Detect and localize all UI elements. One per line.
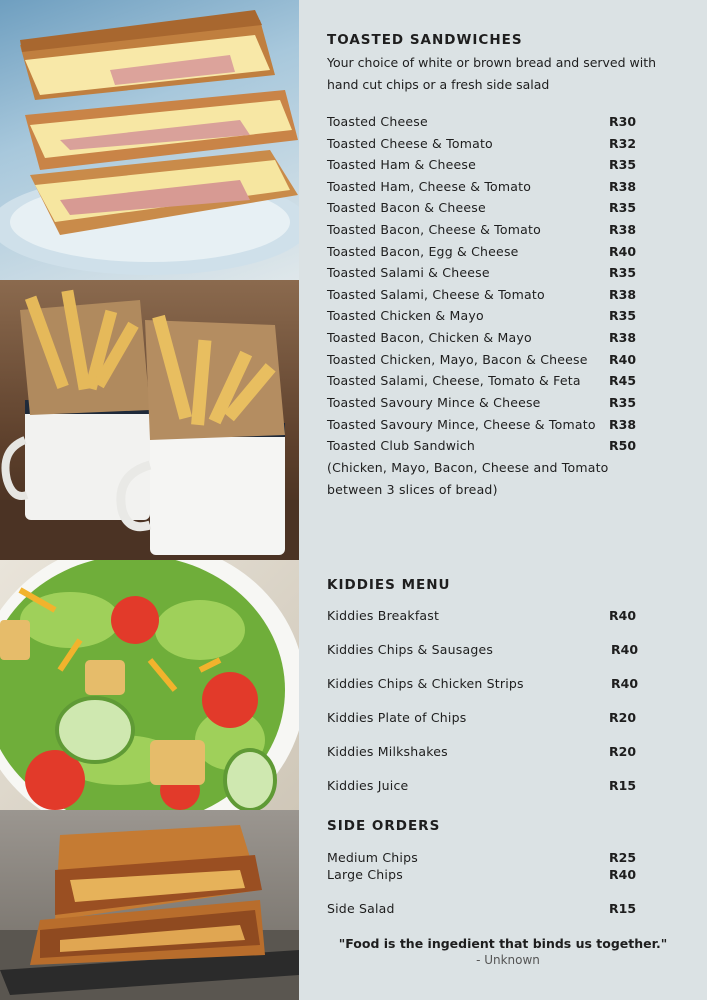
menu-item-name: Kiddies Milkshakes [327,744,448,759]
menu-item-price: R38 [609,330,637,345]
menu-item-price: R25 [609,850,637,865]
mince-sandwich-photo [0,810,299,1000]
menu-item-price: R38 [609,287,637,302]
menu-item-name: Toasted Chicken & Mayo [327,308,484,323]
menu-item-name: Kiddies Juice [327,778,409,793]
menu-item-price: R20 [609,710,637,725]
side-orders-heading: SIDE ORDERS [327,818,441,834]
menu-item-name: Toasted Chicken, Mayo, Bacon & Cheese [327,352,588,367]
menu-item-price: R35 [609,157,637,172]
sandwich-photo [0,0,299,280]
club-sandwich-note: (Chicken, Mayo, Bacon, Cheese and Tomato [327,460,609,475]
menu-item-name: Side Salad [327,901,395,916]
menu-item-name: Toasted Salami, Cheese & Tomato [327,287,545,302]
menu-item-name: Toasted Salami & Cheese [327,265,490,280]
kiddies-menu-heading: KIDDIES MENU [327,577,451,593]
menu-item-name: Toasted Ham, Cheese & Tomato [327,179,532,194]
menu-item-price: R35 [609,265,637,280]
menu-item-price: R20 [609,744,637,759]
menu-item-name: Toasted Cheese & Tomato [327,136,493,151]
menu-item-name: Toasted Bacon, Cheese & Tomato [327,222,541,237]
menu-item-price: R40 [611,642,639,657]
menu-item-name: Toasted Bacon, Chicken & Mayo [327,330,532,345]
menu-item-price: R40 [609,608,637,623]
menu-item-name: Kiddies Chips & Sausages [327,642,494,657]
club-sandwich-note: between 3 slices of bread) [327,482,498,497]
menu-item-price: R40 [609,352,637,367]
menu-item-name: Toasted Savoury Mince, Cheese & Tomato [327,417,596,432]
menu-item-name: Toasted Bacon & Cheese [327,200,486,215]
menu-item-price: R40 [609,867,637,882]
menu-item-name: Kiddies Chips & Chicken Strips [327,676,524,691]
menu-item-price: R15 [609,901,637,916]
chips-photo [0,280,299,560]
menu-item-price: R50 [609,438,637,453]
quote-author: - Unknown [476,953,540,967]
menu-item-price: R35 [609,200,637,215]
menu-item-price: R15 [609,778,637,793]
menu-item-name: Toasted Salami, Cheese, Tomato & Feta [327,373,581,388]
menu-item-price: R38 [609,417,637,432]
quote-text: "Food is the ingedient that binds us together." [338,936,668,951]
photo-column [0,0,299,1000]
menu-item-name: Large Chips [327,867,403,882]
menu-item-price: R32 [609,136,637,151]
menu-item-name: Kiddies Plate of Chips [327,710,467,725]
toasted-sandwiches-heading: TOASTED SANDWICHES [327,32,523,48]
menu-item-price: R35 [609,395,637,410]
menu-item-name: Toasted Club Sandwich [327,438,476,453]
toasted-sandwiches-intro: Your choice of white or brown bread and served with hand cut chips or a fresh side salad [327,55,657,92]
menu-item-name: Toasted Cheese [327,114,428,129]
menu-panel [299,0,707,1000]
menu-item-price: R40 [609,244,637,259]
menu-item-name: Toasted Ham & Cheese [327,157,476,172]
menu-item-name: Kiddies Breakfast [327,608,440,623]
menu-item-name: Medium Chips [327,850,418,865]
menu-item-name: Toasted Savoury Mince & Cheese [327,395,541,410]
menu-item-price: R40 [611,676,639,691]
menu-item-price: R45 [609,373,637,388]
menu-item-price: R38 [609,179,637,194]
menu-item-price: R35 [609,308,637,323]
menu-item-price: R30 [609,114,637,129]
menu-item-price: R38 [609,222,637,237]
salad-photo [0,560,299,810]
menu-item-name: Toasted Bacon, Egg & Cheese [327,244,519,259]
